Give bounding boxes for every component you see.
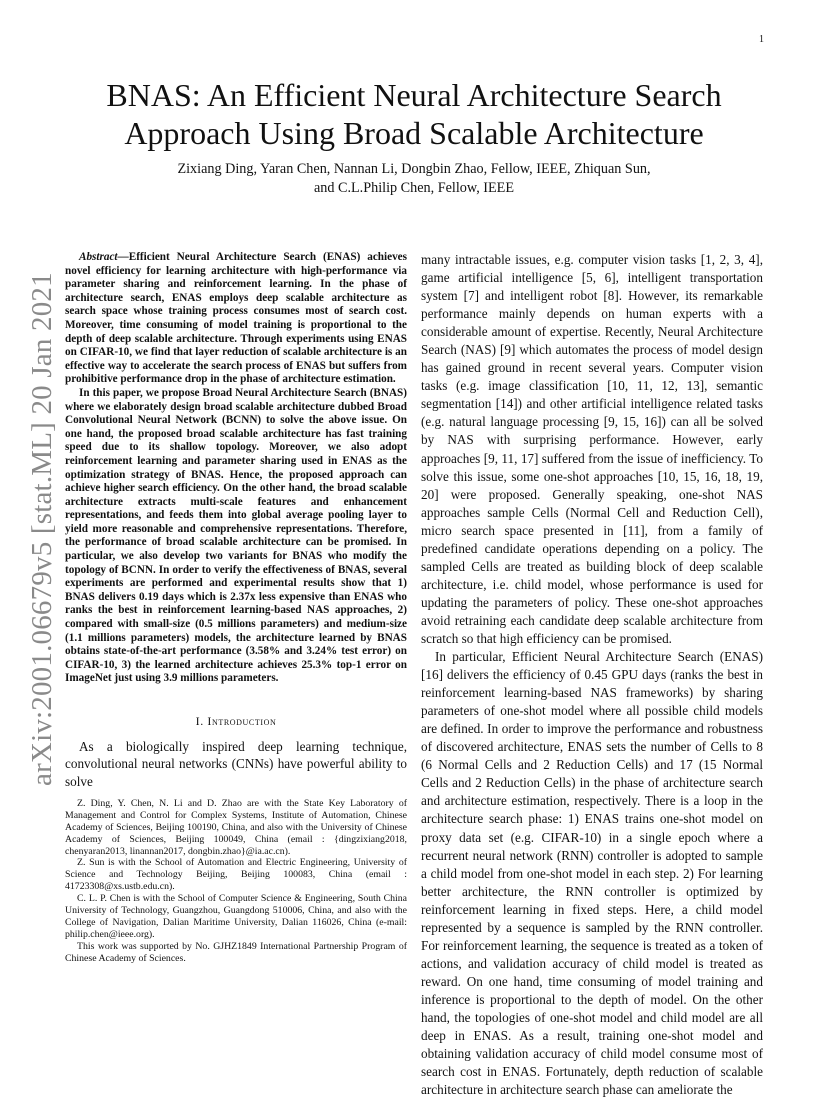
section-heading-introduction: I. Introduction: [195, 714, 277, 728]
page-number: 1: [759, 34, 764, 45]
abstract: [65, 251, 407, 686]
abstract-paragraph-1: —Efficient Neural Architecture Search (ENAS) achieves novel efficiency for learning architecture with high-performance via parameter sharing and reinforcement learning. In the phase of architecture search, ENAS employs deep scalable architecture as search space whose training process consumes most of search cost. Moreover, time consuming of model training is proportional to the depth of deep scalable architecture. Through experiments using ENAS on CIFAR-10, we find that layer reduction of scalable architecture is an effective way to accelerate the search process of ENAS but suffers from prohibitive performance drop in the phase of architecture estimation.: [65, 251, 407, 386]
abstract-paragraph-2: In this paper, we propose Broad Neural Architecture Search (BNAS) where we elaborately design broad scalable architecture dubbed Broad Convolutional Neural Network (BCNN) to solve the above issue. On one hand, the proposed broad scalable architecture has fast training speed due to its shallow topology. Moreover, we also adopt reinforcement learning and parameter sharing used in ENAS as the optimization strategy of BNAS. Hence, the proposed approach can achieve higher search efficiency. On the other hand, the broad scalable architecture extracts multi-scale features and enhancement representations, and feeds them into global average pooling layer to yield more reasonable and comprehensive representations. Therefore, the performance of broad scalable architecture can be promised. In particular, we also develop two variants for BNAS who modify the topology of BCNN. In order to verify the effectiveness of BNAS, several experiments are performed and experimental results show that 1) BNAS delivers 0.19 days which is 2.37x less expensive than ENAS who ranks the best in reinforcement learning-based NAS approaches, 2) compared with small-size (0.5 millions parameters) and medium-size (1.1 millions parameters) models, the architecture learned by BNAS obtains state-of-the-art performance (3.58% and 3.24% test error) on CIFAR-10, 3) the learned architecture achieves 25.3% top-1 error on ImageNet just using 3.9 millions parameters.: [65, 386, 407, 685]
authors-line-2: and C.L.Philip Chen, Fellow, IEEE: [313, 180, 515, 196]
intro-paragraph-right-2: In particular, Efficient Neural Architecture Search (ENAS) [16] delivers the efficiency of 0.45 GPU days (ranks the best in reinforcement learning-based NAS frameworks) by sharing parameters of one-shot model where all possible child models are defined. In order to improve the performance and robustness of discovered architecture, ENAS sets the number of Cells to 8 (6 Normal Cells and 2 Reduction Cells) and 17 (15 Normal Cells and 2 Reduction Cells) in the phase of architecture search and architecture estimation, respectively. There is a loop in the architecture search phase: 1) ENAS trains one-shot model on proxy data set (e.g. CIFAR-10) in a single epoch where a recurrent neural network (RNN) controller is adopted to sample a child model from one-shot model in each step. 2) For learning better architecture, the RNN controller is optimized by reinforcement learning in fixed steps. Here, a child model represented by a sequence is sampled by the RNN controller. For reinforcement learning, the sequence is treated as a token of actions, and validation accuracy of child model is treated as reward. On one hand, time consuming of model training and inference is proportional to the depth of model. On the other hand, the topologies of one-shot model and child model are all deep in ENAS. As a result, training one-shot model and obtaining validation accuracy of child model consume most of search cost in ENAS. Fortunately, depth reduction of scalable architecture in architecture search phase can ameliorate the: [421, 649, 763, 1098]
author-list: [90, 160, 738, 198]
abstract-label: Abstract: [79, 251, 118, 263]
footnote-affiliation-1: Z. Ding, Y. Chen, N. Li and D. Zhao are with the State Key Laboratory of Management and Control for Complex Systems, Institute of Automation, Chinese Academy of Sciences, Beijing 100190, China, and also with the University of Chinese Academy of Sciences, Beijing 100049, China (email : {dingzixiang2018, chenyaran2013, linannan2017, dongbin.zhao}@ia.ac.cn).: [65, 797, 407, 857]
right-column: [421, 251, 763, 1099]
paper-title: BNAS: An Efficient Neural Architecture Search Approach Using Broad Scalable Architecture: [106, 77, 722, 151]
footnote-affiliation-2: Z. Sun is with the School of Automation and Electric Engineering, University of Science and Technology Beijing, Beijing 100083, China (email : 41723308@xs.ustb.edu.cn).: [65, 857, 407, 893]
left-column: [65, 251, 407, 965]
footnotes: [65, 798, 407, 965]
intro-paragraph-right-1: many intractable issues, e.g. computer vision tasks [1, 2, 3, 4], game artificial intelligence [5, 6], intelligent transportation system [7] and intelligent robot [8]. However, its remarkable performance mainly depends on human experts with a considerable amount of expertise. Recently, Neural Architecture Search (NAS) [9] which automates the process of model design has gained ground in recent several years. Computer vision tasks (e.g. image classification [10, 11, 12, 13], semantic segmentation [14]) and other artificial intelligence related tasks (e.g. natural language processing [9, 15, 16]) can all be solved by NAS with surprising performance. However, early approaches [9, 11, 17] suffered from the issue of inefficiency. To solve this issue, some one-shot approaches [10, 15, 16, 18, 19, 20] were proposed. Generally speaking, one-shot NAS approaches sample Cells (Normal Cell and Reduction Cell), micro search space presented in [11], from a family of predefined candidate operations depending on a policy. The sampled Cells are treated as building block of deep scalable architecture, i.e. child model, whose performance is used for updating the parameters of policy. These one-shot approaches avoid retraining each candidate deep scalable architecture from scratch so that high efficiency can be promised.: [421, 252, 763, 646]
intro-paragraph-left: As a biologically inspired deep learning technique, convolutional neural networks (CNNs) have powerful ability to solve: [65, 739, 407, 789]
footnote-affiliation-3: C. L. P. Chen is with the School of Computer Science & Engineering, South China University of Technology, Guangzhou, Guangdong 510006, China, and also with the College of Navigation, Dalian Maritime University, Dalian 116026, China (e-mail: philip.chen@ieee.org).: [65, 893, 407, 940]
footnote-funding: This work was supported by No. GJHZ1849 International Partnership Program of Chinese Academy of Sciences.: [65, 940, 407, 964]
arxiv-id: arXiv:2001.06679v5 [stat.ML] 20 Jan 2021: [26, 272, 58, 786]
authors-line-1: Zixiang Ding, Yaran Chen, Nannan Li, Dongbin Zhao, Fellow, IEEE, Zhiquan Sun,: [177, 161, 651, 177]
